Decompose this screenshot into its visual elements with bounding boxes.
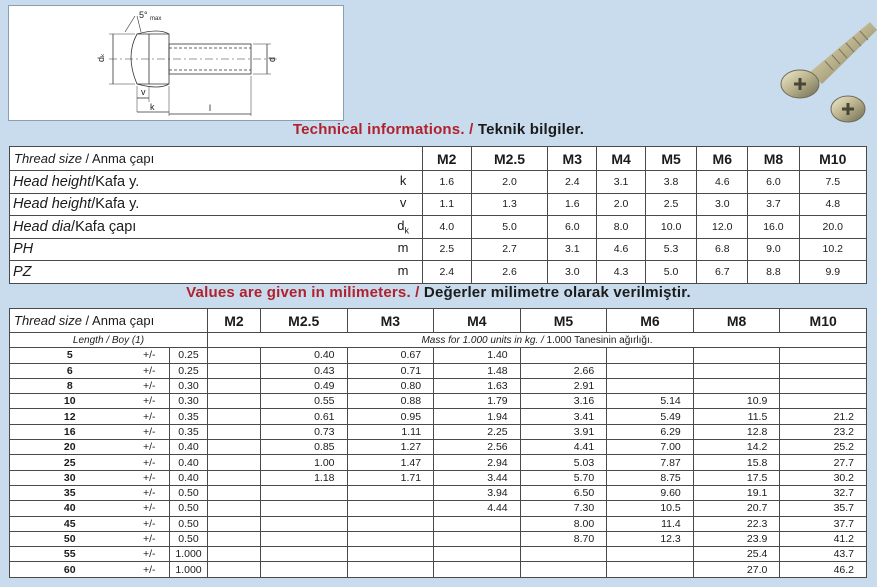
value-cell: 1.6 xyxy=(422,171,471,194)
mass-value-cell: 10.5 xyxy=(607,501,694,516)
plusminus-cell: +/- xyxy=(130,562,170,577)
mass-value-cell: 1.27 xyxy=(347,440,434,455)
length-cell: 25 xyxy=(10,455,130,470)
row-symbol: k xyxy=(384,171,422,194)
mass-value-cell xyxy=(780,378,867,393)
mass-value-cell: 0.40 xyxy=(260,348,347,363)
technical-heading-en: Technical informations. / xyxy=(292,121,474,138)
technical-row xyxy=(10,216,867,239)
value-cell: 6.7 xyxy=(697,261,748,284)
tolerance-cell: 0.50 xyxy=(170,501,208,516)
size-header: M10 xyxy=(799,147,866,171)
value-cell: 6.8 xyxy=(697,238,748,261)
size-header: M5 xyxy=(520,309,607,333)
row-symbol: v xyxy=(384,193,422,216)
tolerance-cell: 1.000 xyxy=(170,562,208,577)
mass-note: Mass for 1.000 units in kg. / 1.000 Tanesinin ağırlığı. xyxy=(208,333,867,348)
mass-value-cell: 1.63 xyxy=(434,378,521,393)
mass-value-cell xyxy=(347,516,434,531)
mass-value-cell xyxy=(607,348,694,363)
v-label: v xyxy=(141,87,146,97)
values-heading xyxy=(0,284,877,301)
size-header: M6 xyxy=(607,309,694,333)
value-cell: 1.6 xyxy=(548,193,597,216)
mass-value-cell xyxy=(607,562,694,577)
mass-value-cell: 3.41 xyxy=(520,409,607,424)
value-cell: 4.8 xyxy=(799,193,866,216)
mass-value-cell: 1.71 xyxy=(347,470,434,485)
value-cell: 3.7 xyxy=(748,193,799,216)
tolerance-cell: 0.25 xyxy=(170,363,208,378)
screw-diagram xyxy=(8,5,344,121)
mass-value-cell: 15.8 xyxy=(693,455,780,470)
mass-value-cell xyxy=(260,516,347,531)
mass-value-cell: 37.7 xyxy=(780,516,867,531)
mass-value-cell: 0.88 xyxy=(347,394,434,409)
mass-value-cell xyxy=(260,501,347,516)
mass-row xyxy=(10,470,867,485)
mass-value-cell xyxy=(208,531,261,546)
mass-value-cell: 12.8 xyxy=(693,424,780,439)
row-symbol: $d_k$ xyxy=(384,216,422,239)
row-label: PH xyxy=(10,238,385,261)
mass-value-cell xyxy=(260,485,347,500)
mass-row xyxy=(10,562,867,577)
size-header: M2 xyxy=(208,309,261,333)
tolerance-cell: 0.50 xyxy=(170,531,208,546)
value-cell: 9.9 xyxy=(799,261,866,284)
plusminus-cell: +/- xyxy=(130,424,170,439)
tolerance-cell: 0.50 xyxy=(170,485,208,500)
mass-value-cell: 23.9 xyxy=(693,531,780,546)
mass-value-cell: 11.5 xyxy=(693,409,780,424)
size-header: M8 xyxy=(748,147,799,171)
mass-value-cell xyxy=(607,547,694,562)
tolerance-cell: 0.40 xyxy=(170,470,208,485)
mass-value-cell xyxy=(434,516,521,531)
mass-value-cell: 4.44 xyxy=(434,501,521,516)
length-cell: 35 xyxy=(10,485,130,500)
plusminus-cell: +/- xyxy=(130,501,170,516)
mass-value-cell: 0.73 xyxy=(260,424,347,439)
mass-value-cell: 4.41 xyxy=(520,440,607,455)
value-cell: 2.0 xyxy=(597,193,646,216)
mass-value-cell xyxy=(347,562,434,577)
mass-value-cell xyxy=(693,348,780,363)
mass-value-cell xyxy=(208,378,261,393)
mass-value-cell: 2.56 xyxy=(434,440,521,455)
l-label: l xyxy=(209,103,211,113)
mass-value-cell: 2.66 xyxy=(520,363,607,378)
technical-heading-tr: Teknik bilgiler. xyxy=(477,121,585,138)
mass-value-cell: 5.49 xyxy=(607,409,694,424)
mass-value-cell: 3.94 xyxy=(434,485,521,500)
mass-value-cell: 0.61 xyxy=(260,409,347,424)
row-label: PZ xyxy=(10,261,385,284)
mass-value-cell xyxy=(520,547,607,562)
size-header: M4 xyxy=(597,147,646,171)
length-cell: 12 xyxy=(10,409,130,424)
technical-row xyxy=(10,193,867,216)
tolerance-cell: 0.35 xyxy=(170,424,208,439)
value-cell: 2.4 xyxy=(422,261,471,284)
angle-sub-label: max xyxy=(150,16,162,22)
mass-value-cell xyxy=(693,378,780,393)
mass-value-cell: 11.4 xyxy=(607,516,694,531)
size-header: M3 xyxy=(347,309,434,333)
size-header: M3 xyxy=(548,147,597,171)
mass-row xyxy=(10,501,867,516)
mass-value-cell: 10.9 xyxy=(693,394,780,409)
mass-value-cell: 22.3 xyxy=(693,516,780,531)
mass-value-cell: 0.85 xyxy=(260,440,347,455)
plusminus-cell: +/- xyxy=(130,378,170,393)
size-header: M2.5 xyxy=(471,147,548,171)
k-label: k xyxy=(150,102,155,112)
value-cell: 20.0 xyxy=(799,216,866,239)
value-cell: 2.5 xyxy=(646,193,697,216)
length-cell: 20 xyxy=(10,440,130,455)
length-cell: 45 xyxy=(10,516,130,531)
value-cell: 5.3 xyxy=(646,238,697,261)
mass-value-cell: 5.03 xyxy=(520,455,607,470)
row-symbol: m xyxy=(384,261,422,284)
tolerance-cell: 0.25 xyxy=(170,348,208,363)
mass-value-cell xyxy=(347,547,434,562)
value-cell: 3.0 xyxy=(548,261,597,284)
value-cell: 4.6 xyxy=(697,171,748,194)
pan-head-screw-drawing xyxy=(9,6,345,122)
length-label: Length / Boy (1) xyxy=(10,333,208,348)
size-header: M5 xyxy=(646,147,697,171)
size-header: M6 xyxy=(697,147,748,171)
mass-value-cell xyxy=(260,531,347,546)
length-cell: 10 xyxy=(10,394,130,409)
thread-size-header: Thread size / Anma çapı xyxy=(10,147,423,171)
value-cell: 1.3 xyxy=(471,193,548,216)
mass-value-cell xyxy=(693,363,780,378)
mass-value-cell xyxy=(520,562,607,577)
dk-label: dₖ xyxy=(96,53,106,62)
value-cell: 4.0 xyxy=(422,216,471,239)
plusminus-cell: +/- xyxy=(130,455,170,470)
mass-value-cell: 0.49 xyxy=(260,378,347,393)
mass-value-cell: 7.30 xyxy=(520,501,607,516)
value-cell: 4.6 xyxy=(597,238,646,261)
length-cell: 40 xyxy=(10,501,130,516)
mass-value-cell: 25.2 xyxy=(780,440,867,455)
mass-row xyxy=(10,424,867,439)
row-label: Head height/Kafa y. xyxy=(10,171,385,194)
values-heading-tr: Değerler milimetre olarak verilmiştir. xyxy=(423,284,691,301)
mass-row xyxy=(10,378,867,393)
mass-value-cell xyxy=(434,531,521,546)
mass-value-cell xyxy=(520,348,607,363)
mass-row xyxy=(10,363,867,378)
mass-value-cell: 7.87 xyxy=(607,455,694,470)
mass-value-cell: 8.75 xyxy=(607,470,694,485)
mass-value-cell xyxy=(208,394,261,409)
tolerance-cell: 0.50 xyxy=(170,516,208,531)
value-cell: 2.6 xyxy=(471,261,548,284)
plusminus-cell: +/- xyxy=(130,409,170,424)
value-cell: 4.3 xyxy=(597,261,646,284)
value-cell: 16.0 xyxy=(748,216,799,239)
mass-value-cell: 1.47 xyxy=(347,455,434,470)
angle-label: 5° xyxy=(139,10,148,20)
mass-value-cell: 35.7 xyxy=(780,501,867,516)
mass-header-row xyxy=(10,309,867,333)
technical-heading xyxy=(0,121,877,138)
mass-value-cell: 27.7 xyxy=(780,455,867,470)
mass-value-cell: 5.70 xyxy=(520,470,607,485)
value-cell: 8.0 xyxy=(597,216,646,239)
mass-value-cell xyxy=(780,363,867,378)
mass-value-cell xyxy=(607,378,694,393)
mass-value-cell: 1.79 xyxy=(434,394,521,409)
mass-value-cell: 14.2 xyxy=(693,440,780,455)
screw-photo xyxy=(770,14,877,124)
value-cell: 9.0 xyxy=(748,238,799,261)
mass-value-cell: 1.48 xyxy=(434,363,521,378)
mass-value-cell: 1.00 xyxy=(260,455,347,470)
length-cell: 30 xyxy=(10,470,130,485)
value-cell: 2.7 xyxy=(471,238,548,261)
mass-value-cell: 32.7 xyxy=(780,485,867,500)
plusminus-cell: +/- xyxy=(130,470,170,485)
mass-row xyxy=(10,547,867,562)
mass-value-cell: 0.71 xyxy=(347,363,434,378)
length-cell: 8 xyxy=(10,378,130,393)
thread-size-header: Thread size / Anma çapı xyxy=(10,309,208,333)
value-cell: 2.4 xyxy=(548,171,597,194)
value-cell: 6.0 xyxy=(748,171,799,194)
value-cell: 5.0 xyxy=(646,261,697,284)
mass-value-cell: 27.0 xyxy=(693,562,780,577)
mass-value-cell: 2.25 xyxy=(434,424,521,439)
mass-value-cell: 0.95 xyxy=(347,409,434,424)
mass-row xyxy=(10,348,867,363)
tolerance-cell: 0.40 xyxy=(170,440,208,455)
mass-value-cell xyxy=(208,501,261,516)
mass-value-cell: 0.67 xyxy=(347,348,434,363)
size-header: M4 xyxy=(434,309,521,333)
mass-value-cell: 0.55 xyxy=(260,394,347,409)
mass-row xyxy=(10,516,867,531)
mass-value-cell xyxy=(260,547,347,562)
mass-subheader-row xyxy=(10,333,867,348)
mass-value-cell xyxy=(208,363,261,378)
mass-value-cell xyxy=(260,562,347,577)
value-cell: 1.1 xyxy=(422,193,471,216)
length-cell: 50 xyxy=(10,531,130,546)
length-cell: 6 xyxy=(10,363,130,378)
size-header: M8 xyxy=(693,309,780,333)
mass-value-cell xyxy=(208,470,261,485)
mass-value-cell: 41.2 xyxy=(780,531,867,546)
screw-shank-image xyxy=(810,22,877,84)
mass-value-cell xyxy=(347,501,434,516)
mass-value-cell: 6.29 xyxy=(607,424,694,439)
length-cell: 5 xyxy=(10,348,130,363)
mass-value-cell xyxy=(208,455,261,470)
mass-value-cell xyxy=(434,547,521,562)
value-cell: 2.5 xyxy=(422,238,471,261)
mass-row xyxy=(10,440,867,455)
mass-value-cell: 23.2 xyxy=(780,424,867,439)
size-header: M2 xyxy=(422,147,471,171)
mass-value-cell: 2.91 xyxy=(520,378,607,393)
tolerance-cell: 0.35 xyxy=(170,409,208,424)
value-cell: 7.5 xyxy=(799,171,866,194)
mass-value-cell xyxy=(434,562,521,577)
mass-value-cell: 25.4 xyxy=(693,547,780,562)
value-cell: 3.1 xyxy=(597,171,646,194)
mass-value-cell: 1.40 xyxy=(434,348,521,363)
technical-header-row xyxy=(10,147,867,171)
mass-value-cell xyxy=(208,424,261,439)
mass-value-cell xyxy=(208,409,261,424)
technical-row xyxy=(10,238,867,261)
mass-row xyxy=(10,531,867,546)
mass-value-cell xyxy=(208,348,261,363)
mass-value-cell xyxy=(208,485,261,500)
mass-value-cell: 0.80 xyxy=(347,378,434,393)
mass-value-cell: 3.44 xyxy=(434,470,521,485)
mass-table xyxy=(9,308,867,578)
value-cell: 3.0 xyxy=(697,193,748,216)
row-label: Head dia/Kafa çapı xyxy=(10,216,385,239)
length-cell: 55 xyxy=(10,547,130,562)
length-cell: 16 xyxy=(10,424,130,439)
value-cell: 5.0 xyxy=(471,216,548,239)
plusminus-cell: +/- xyxy=(130,516,170,531)
value-cell: 3.8 xyxy=(646,171,697,194)
mass-value-cell: 19.1 xyxy=(693,485,780,500)
mass-value-cell: 46.2 xyxy=(780,562,867,577)
value-cell: 3.1 xyxy=(548,238,597,261)
tolerance-cell: 1.000 xyxy=(170,547,208,562)
value-cell: 10.2 xyxy=(799,238,866,261)
plusminus-cell: +/- xyxy=(130,485,170,500)
mass-value-cell xyxy=(208,440,261,455)
mass-value-cell: 3.16 xyxy=(520,394,607,409)
value-cell: 2.0 xyxy=(471,171,548,194)
mass-value-cell: 43.7 xyxy=(780,547,867,562)
size-header: M2.5 xyxy=(260,309,347,333)
mass-value-cell xyxy=(208,516,261,531)
mass-value-cell: 6.50 xyxy=(520,485,607,500)
mass-value-cell: 20.7 xyxy=(693,501,780,516)
mass-value-cell: 30.2 xyxy=(780,470,867,485)
mass-value-cell: 12.3 xyxy=(607,531,694,546)
length-cell: 60 xyxy=(10,562,130,577)
mass-value-cell: 8.00 xyxy=(520,516,607,531)
mass-value-cell xyxy=(347,485,434,500)
mass-value-cell xyxy=(780,348,867,363)
plusminus-cell: +/- xyxy=(130,440,170,455)
mass-row xyxy=(10,455,867,470)
plusminus-cell: +/- xyxy=(130,547,170,562)
row-label: Head height/Kafa y. xyxy=(10,193,385,216)
value-cell: 6.0 xyxy=(548,216,597,239)
mass-row xyxy=(10,394,867,409)
technical-row xyxy=(10,261,867,284)
mass-value-cell: 5.14 xyxy=(607,394,694,409)
mass-value-cell xyxy=(607,363,694,378)
technical-row xyxy=(10,171,867,194)
plusminus-cell: +/- xyxy=(130,363,170,378)
mass-value-cell: 2.94 xyxy=(434,455,521,470)
plusminus-cell: +/- xyxy=(130,348,170,363)
value-cell: 8.8 xyxy=(748,261,799,284)
values-heading-en: Values are given in milimeters. / xyxy=(186,284,420,301)
mass-value-cell xyxy=(208,562,261,577)
mass-value-cell: 3.91 xyxy=(520,424,607,439)
mass-row xyxy=(10,485,867,500)
value-cell: 10.0 xyxy=(646,216,697,239)
mass-value-cell xyxy=(347,531,434,546)
plusminus-cell: +/- xyxy=(130,394,170,409)
mass-value-cell: 1.94 xyxy=(434,409,521,424)
d-label: d xyxy=(267,56,277,62)
mass-value-cell: 7.00 xyxy=(607,440,694,455)
mass-value-cell xyxy=(208,547,261,562)
mass-value-cell: 9.60 xyxy=(607,485,694,500)
mass-value-cell: 21.2 xyxy=(780,409,867,424)
tolerance-cell: 0.40 xyxy=(170,455,208,470)
mass-value-cell: 1.11 xyxy=(347,424,434,439)
mass-value-cell: 8.70 xyxy=(520,531,607,546)
tolerance-cell: 0.30 xyxy=(170,394,208,409)
plusminus-cell: +/- xyxy=(130,531,170,546)
value-cell: 12.0 xyxy=(697,216,748,239)
mass-value-cell xyxy=(780,394,867,409)
mass-row xyxy=(10,409,867,424)
size-header: M10 xyxy=(780,309,867,333)
mass-value-cell: 0.43 xyxy=(260,363,347,378)
mass-value-cell: 1.18 xyxy=(260,470,347,485)
technical-table xyxy=(9,146,867,284)
tolerance-cell: 0.30 xyxy=(170,378,208,393)
row-symbol: m xyxy=(384,238,422,261)
mass-value-cell: 17.5 xyxy=(693,470,780,485)
